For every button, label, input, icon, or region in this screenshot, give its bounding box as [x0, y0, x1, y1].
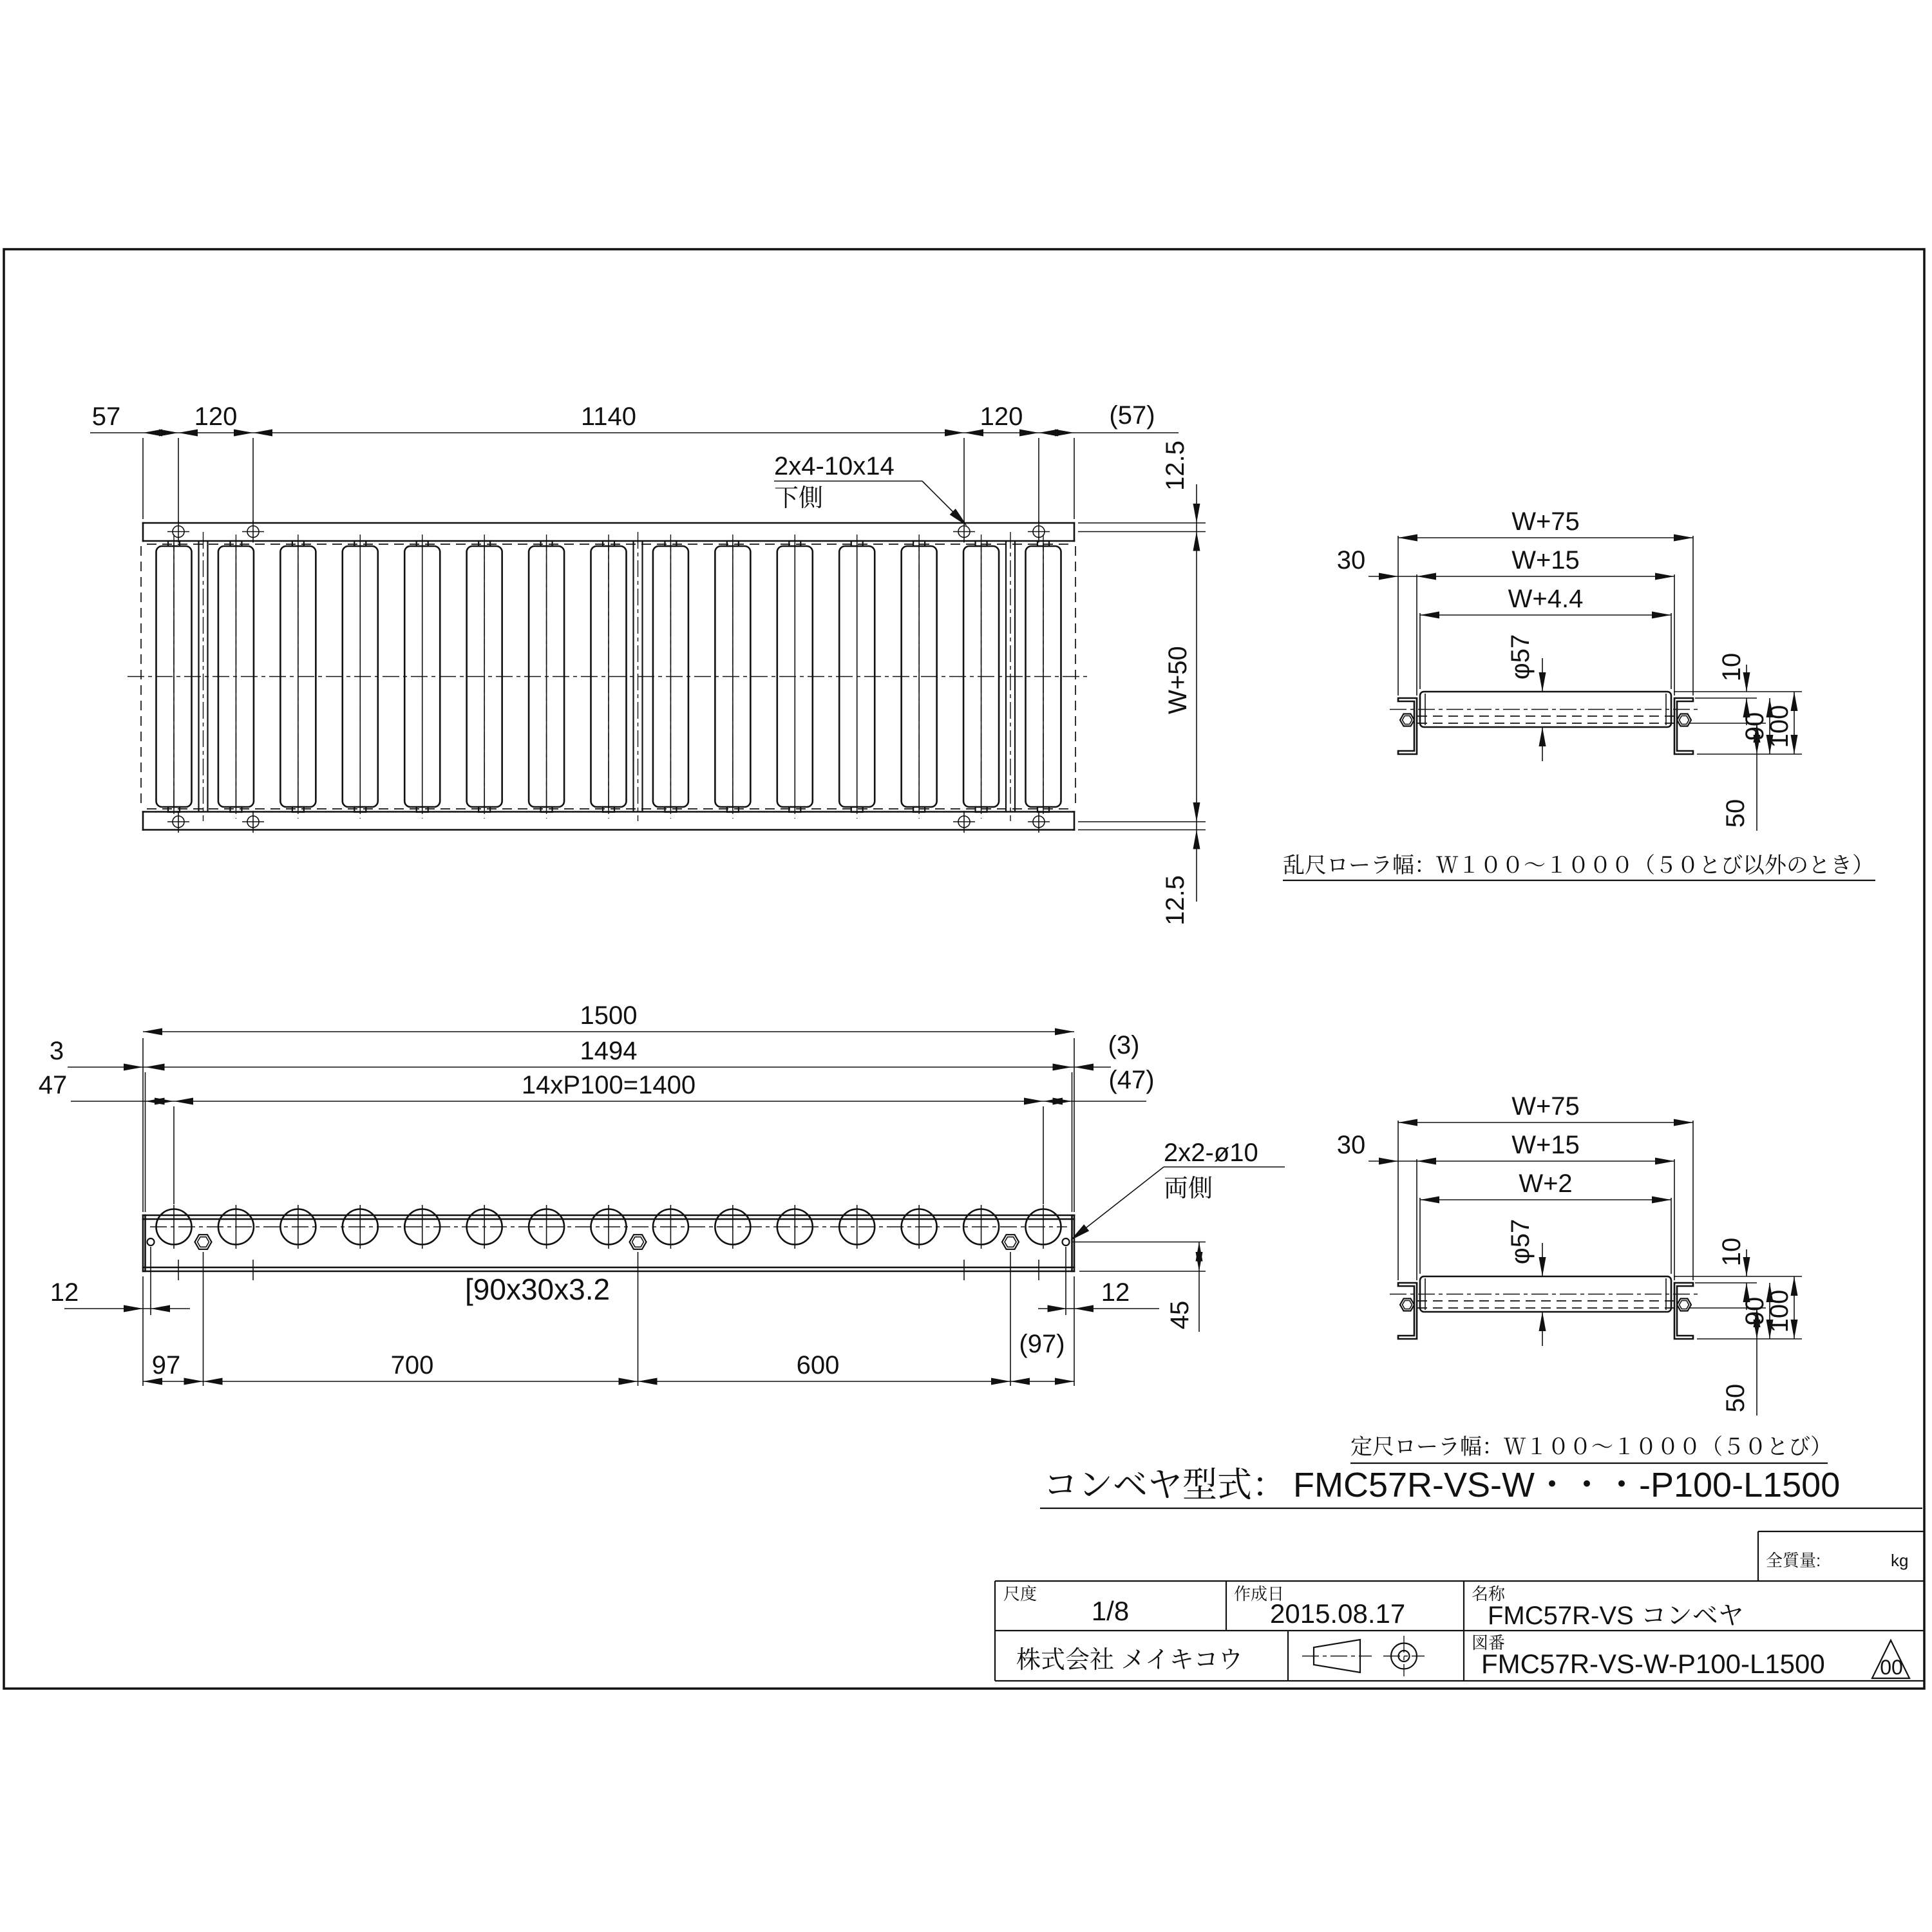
side-dim-97: 97: [151, 1351, 181, 1379]
model-value: FMC57R-VS-W・・・-P100-L1500: [1293, 1466, 1841, 1504]
tb-scale-label: 尺度: [1003, 1584, 1037, 1604]
secB-dim-dia: φ57: [1506, 1218, 1535, 1265]
plan-dim-12-5-top: 12.5: [1161, 440, 1189, 491]
plan-dim-12-5-bottom: 12.5: [1161, 875, 1189, 925]
side-dim-3-right: (3): [1108, 1031, 1140, 1059]
secB-dim-90: 90: [1741, 1296, 1769, 1326]
secB-dim-50: 50: [1721, 1383, 1750, 1413]
secB-dim-100: 100: [1765, 1289, 1794, 1333]
plan-dim-120-left: 120: [194, 402, 238, 431]
tb-date-label: 作成日: [1234, 1584, 1285, 1604]
secA-dim-dia: φ57: [1506, 634, 1535, 680]
side-dim-47-left: 47: [38, 1071, 68, 1099]
plan-dim-1140: 1140: [580, 402, 637, 431]
model-designation: [1040, 1466, 1922, 1508]
side-dim-47-right: (47): [1108, 1066, 1155, 1094]
side-dim-97-ref: (97): [1019, 1330, 1065, 1358]
model-label: コンベヤ型式：: [1043, 1466, 1287, 1504]
tb-dwgno-label: 図番: [1472, 1633, 1506, 1653]
side-channel-note: [90x30x3.2: [465, 1273, 611, 1306]
secA-dim-100: 100: [1765, 705, 1794, 748]
plan-dim-57: 57: [91, 402, 121, 431]
side-dim-12-left: 12: [50, 1278, 79, 1307]
secA-dim-90: 90: [1741, 712, 1769, 741]
side-dim-1500: 1500: [580, 1001, 638, 1030]
secB-caption: 定尺ローラ幅：Ｗ１００～１０００（５０とび）: [1350, 1435, 1832, 1459]
tb-date-value: 2015.08.17: [1270, 1598, 1406, 1629]
plan-dim-w50: W+50: [1164, 646, 1192, 714]
side-callout-bothsides: 両側: [1164, 1175, 1213, 1202]
tb-name-label: 名称: [1472, 1584, 1506, 1604]
secA-dim-10: 10: [1718, 652, 1746, 682]
side-dim-700: 700: [390, 1351, 434, 1379]
secA-dim-roller: W+4.4: [1508, 585, 1584, 613]
secA-dim-50: 50: [1721, 799, 1750, 828]
tb-company: 株式会社 メイキコウ: [1016, 1647, 1243, 1674]
plan-callout-underside: 下側: [774, 485, 824, 512]
tb-scale-value: 1/8: [1091, 1596, 1130, 1626]
side-dim-3-left: 3: [49, 1037, 64, 1065]
secB-dim-30: 30: [1336, 1131, 1366, 1159]
side-callout-holes: 2x2-ø10: [1164, 1139, 1258, 1167]
side-dim-12-right: 12: [1101, 1278, 1130, 1307]
plan-dim-57-ref: (57): [1109, 401, 1155, 430]
tb-dwgno-value: FMC57R-VS-W-P100-L1500: [1481, 1649, 1825, 1679]
secB-dim-w15: W+15: [1511, 1131, 1580, 1159]
secB-dim-roller: W+2: [1519, 1170, 1573, 1198]
tb-name-value: FMC57R-VS コンベヤ: [1488, 1602, 1744, 1630]
secA-caption: 乱尺ローラ幅：Ｗ１００～１０００（５０とび以外のとき）: [1283, 853, 1874, 878]
side-dim-pitch: 14xP100=1400: [521, 1071, 696, 1099]
secB-dim-10: 10: [1718, 1237, 1746, 1267]
plan-dim-120-right: 120: [980, 402, 1023, 431]
secB-dim-w75: W+75: [1511, 1092, 1580, 1121]
tb-mass-unit: kg: [1891, 1551, 1909, 1570]
side-dim-600: 600: [796, 1351, 840, 1379]
side-dim-1494: 1494: [580, 1037, 638, 1065]
side-dim-45: 45: [1166, 1300, 1194, 1330]
tb-revision: 00: [1880, 1656, 1903, 1679]
tb-mass-label: 全質量:: [1766, 1551, 1821, 1570]
plan-callout-slots: 2x4-10x14: [774, 452, 895, 480]
secA-dim-30: 30: [1336, 546, 1366, 574]
secA-dim-w75: W+75: [1511, 507, 1580, 536]
secA-dim-w15: W+15: [1511, 546, 1580, 574]
